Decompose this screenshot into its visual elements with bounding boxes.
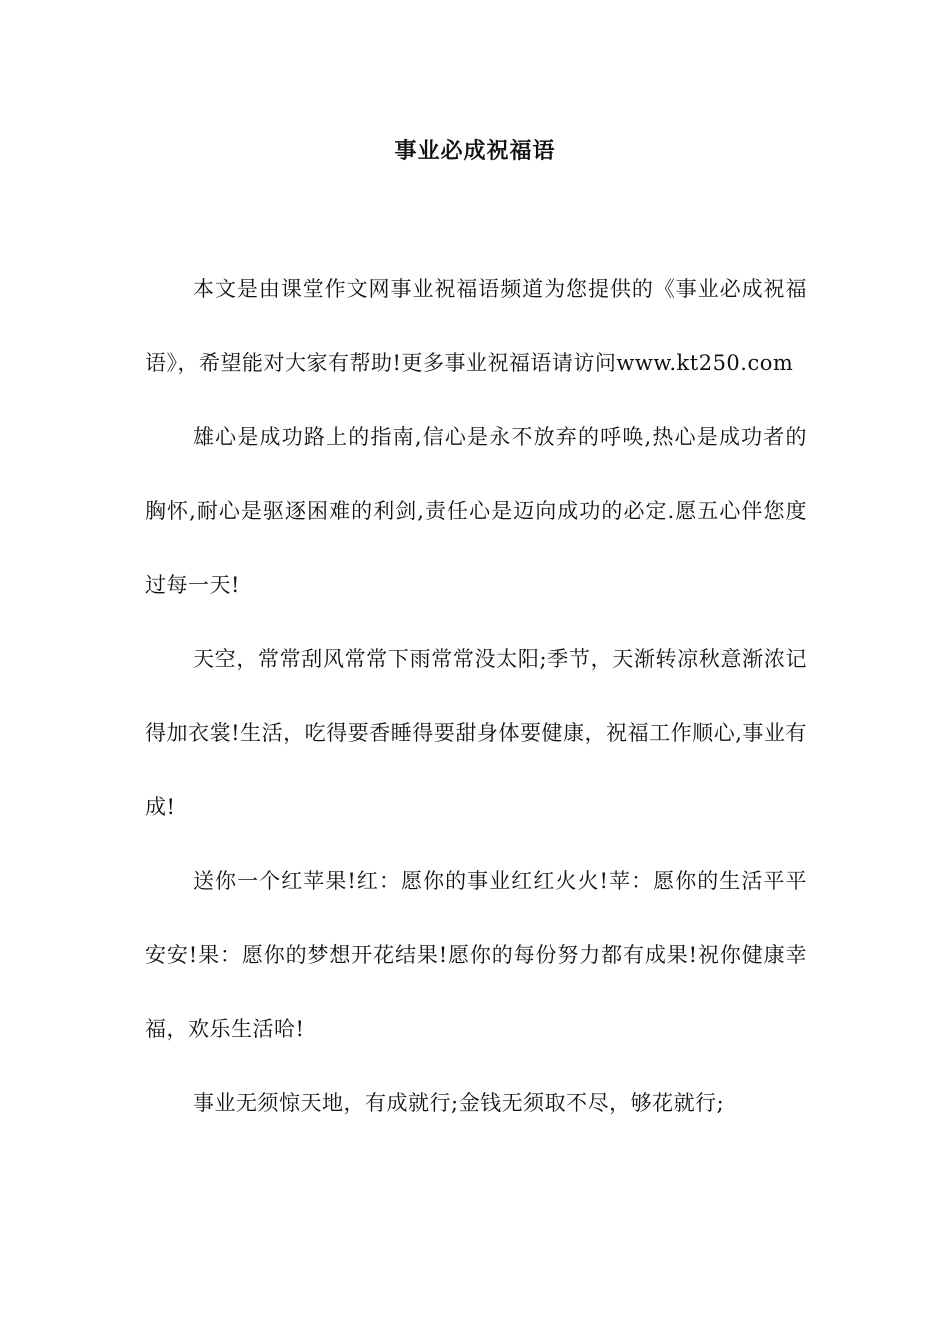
paragraph-intro: 本文是由课堂作文网事业祝福语频道为您提供的《事业必成祝福语》，希望能对大家有帮助!更多事业祝福语请访问www.kt250.com xyxy=(145,277,807,375)
paragraph-career: 事业无须惊天地，有成就行;金钱无须取不尽，够花就行; xyxy=(193,1091,725,1115)
document-title: 事业必成祝福语 xyxy=(394,138,556,164)
paragraph-five-hearts: 雄心是成功路上的指南,信心是永不放弃的呼唤,热心是成功者的胸怀,耐心是驱逐困难的利剑,责任心是迈向成功的必定.愿五心伴您度过每一天! xyxy=(145,425,807,597)
paragraph-red-apple: 送你一个红苹果!红：愿你的事业红红火火!苹：愿你的生活平平安安!果：愿你的梦想开花结果!愿你的每份努力都有成果!祝你健康幸福，欢乐生活哈! xyxy=(145,869,807,1041)
document-body xyxy=(145,252,807,1140)
paragraph-weather: 天空，常常刮风常常下雨常常没太阳;季节，天渐转凉秋意渐浓记得加衣裳!生活，吃得要香睡得要甜身体要健康，祝福工作顺心,事业有成! xyxy=(145,647,807,819)
